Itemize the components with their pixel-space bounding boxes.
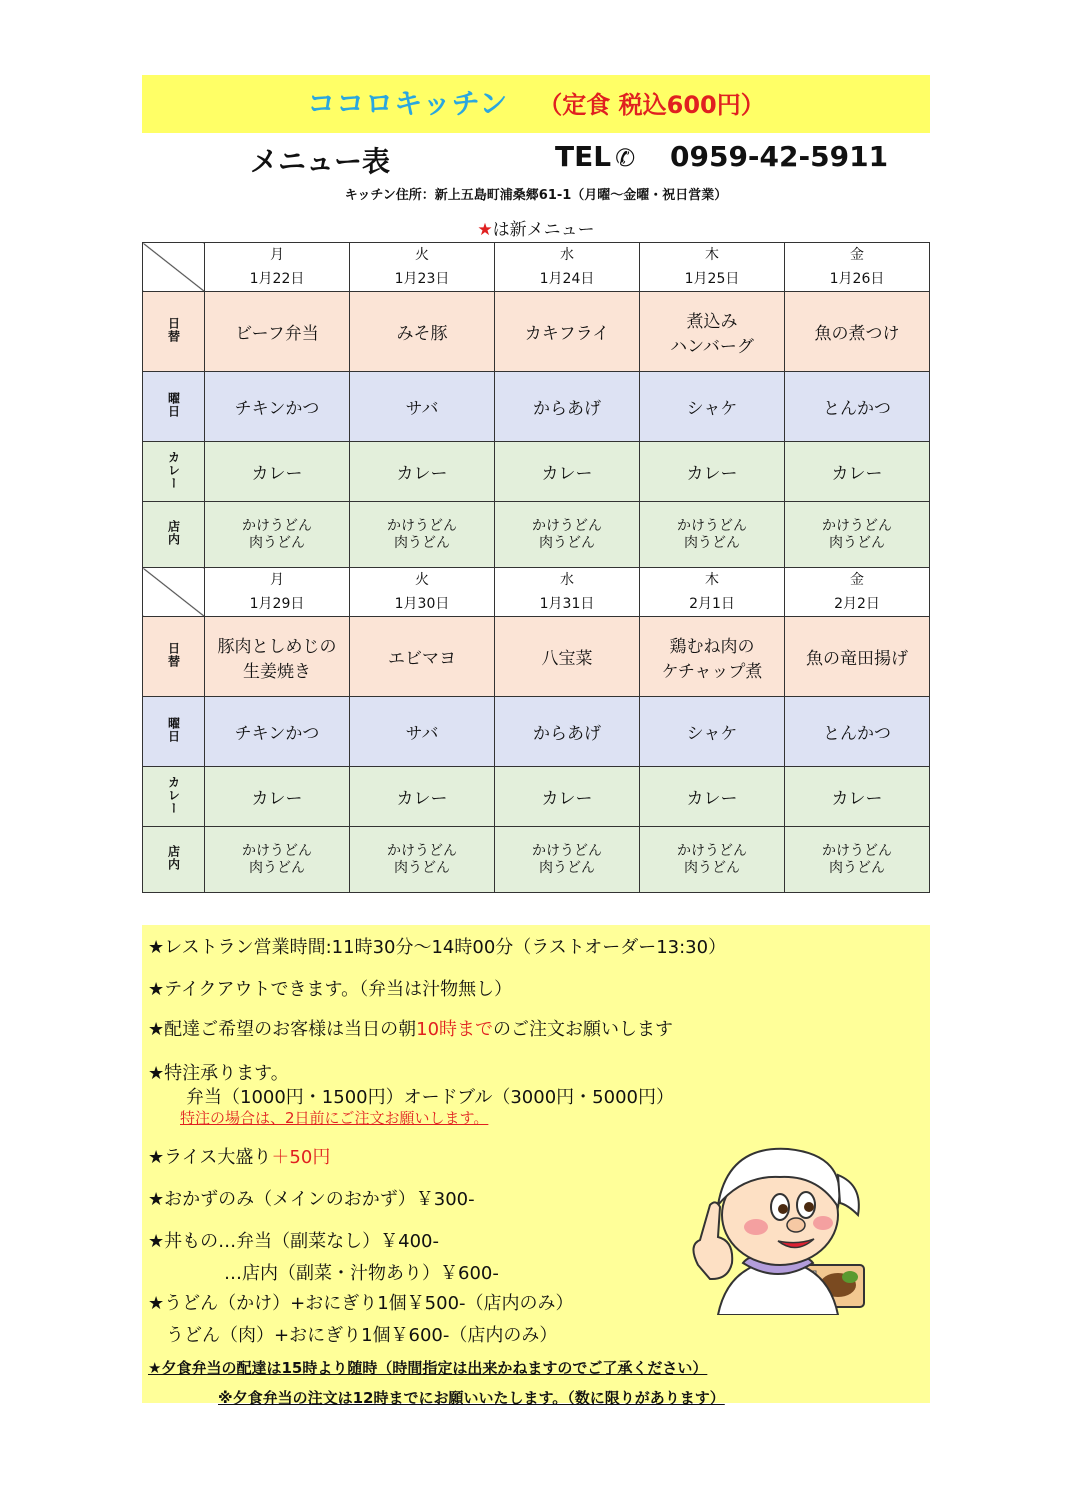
day-date: 1月24日 [539, 271, 595, 287]
menu-item-line: 肉うどん [684, 859, 740, 876]
star-icon: ★ [477, 220, 493, 240]
new-menu-legend [142, 215, 930, 240]
menu-cell-youbi: シャケ [640, 372, 785, 442]
menu-item-line: かけうどん [677, 517, 747, 534]
diagonal-corner-cell [143, 243, 205, 292]
menu-item-line: 魚の竜田揚げ [806, 649, 908, 669]
row-youbi [143, 372, 930, 442]
menu-cell-curry: カレー [495, 767, 640, 827]
day-header-cell [350, 568, 495, 617]
menu-item-line: 肉うどん [684, 534, 740, 551]
menu-item-line: 豚肉としめじの [217, 636, 337, 657]
menu-item-line: エビマヨ [388, 649, 456, 669]
note-don-bento: ★丼もの…弁当（副菜なし）￥400- [148, 1231, 439, 1252]
note-delivery-pre: ★配達ご希望のお客様は当日の朝 [148, 1019, 417, 1040]
day-of-week: 金 [850, 247, 864, 263]
day-date: 1月23日 [394, 271, 450, 287]
row-curry [143, 442, 930, 502]
menu-item-line: かけうどん [242, 842, 312, 859]
row-tennai [143, 502, 930, 568]
menu-item-line: カキフライ [524, 324, 610, 344]
menu-cell-tennai [785, 827, 930, 893]
chef-illustration [688, 1145, 868, 1315]
menu-item-line: かけうどん [532, 842, 602, 859]
row-label-text: 店内 [166, 520, 181, 546]
menu-item-line: 肉うどん [394, 859, 450, 876]
day-of-week: 水 [560, 247, 574, 263]
menu-cell-tennai [640, 827, 785, 893]
menu-item-line: 八宝菜 [541, 649, 593, 669]
day-of-week: 火 [415, 247, 429, 263]
menu-cell-curry: カレー [495, 442, 640, 502]
price-label: （定食 税込600円） [538, 91, 765, 119]
note-special-items: 弁当（1000円・1500円）オードブル（3000円・5000円） [186, 1087, 674, 1108]
day-date: 1月26日 [829, 271, 885, 287]
row-tennai [143, 827, 930, 893]
menu-cell-curry: カレー [350, 767, 495, 827]
menu-label: メニュー表 [250, 145, 391, 178]
day-date: 1月31日 [539, 596, 595, 612]
menu-cell-higawari [495, 617, 640, 697]
note-rice [148, 1143, 330, 1169]
day-of-week: 木 [705, 247, 719, 263]
menu-cell-higawari [205, 617, 350, 697]
menu-cell-higawari [640, 617, 785, 697]
row-label-youbi [143, 697, 205, 767]
menu-item-line: 生姜焼き [243, 661, 311, 682]
phone-icon: ✆ [615, 144, 636, 172]
menu-cell-tennai [495, 827, 640, 893]
day-date: 2月1日 [689, 596, 735, 612]
menu-item-line: 肉うどん [829, 859, 885, 876]
menu-cell-higawari [350, 617, 495, 697]
row-label-higawari [143, 617, 205, 697]
row-label-higawari [143, 292, 205, 372]
menu-cell-tennai [495, 502, 640, 568]
tel-label [555, 140, 635, 173]
menu-cell-tennai [205, 502, 350, 568]
subtitle-row [250, 140, 890, 180]
menu-item-line: 肉うどん [539, 859, 595, 876]
row-label-text: 店内 [166, 845, 181, 871]
row-label-text: カレー [166, 775, 181, 815]
menu-cell-youbi: からあげ [495, 697, 640, 767]
note-udon-niku: うどん（肉）+おにぎり1個￥600-（店内のみ） [166, 1325, 558, 1346]
row-label-text: 日替 [166, 317, 181, 343]
menu-cell-higawari [640, 292, 785, 372]
menu-cell-tennai [350, 502, 495, 568]
row-higawari [143, 617, 930, 697]
day-header-cell [785, 243, 930, 292]
row-curry [143, 767, 930, 827]
menu-item-line: かけうどん [242, 517, 312, 534]
menu-item-line: ビーフ弁当 [235, 324, 319, 344]
menu-cell-youbi: シャケ [640, 697, 785, 767]
day-header-cell [640, 568, 785, 617]
menu-cell-youbi: チキンかつ [205, 372, 350, 442]
week-header-row [143, 243, 930, 292]
day-date: 1月29日 [249, 596, 305, 612]
menu-cell-curry: カレー [205, 442, 350, 502]
row-label-curry [143, 442, 205, 502]
menu-cell-youbi: サバ [350, 697, 495, 767]
row-label-tennai [143, 502, 205, 568]
day-of-week: 火 [415, 572, 429, 588]
menu-cell-higawari [785, 617, 930, 697]
row-label-text: 日替 [166, 642, 181, 668]
menu-item-line: 肉うどん [249, 534, 305, 551]
menu-cell-curry: カレー [205, 767, 350, 827]
menu-cell-curry: カレー [785, 767, 930, 827]
day-header-cell [640, 243, 785, 292]
menu-cell-higawari [495, 292, 640, 372]
note-special-title: ★特注承ります。 [148, 1063, 289, 1084]
day-of-week: 月 [270, 572, 284, 588]
day-header-cell [495, 568, 640, 617]
legend-text: は新メニュー [492, 220, 595, 240]
row-label-youbi [143, 372, 205, 442]
menu-item-line: かけうどん [677, 842, 747, 859]
note-delivery-deadline: 10時まで [416, 1019, 494, 1040]
menu-cell-tennai [350, 827, 495, 893]
menu-cell-youbi: とんかつ [785, 697, 930, 767]
day-header-cell [205, 568, 350, 617]
menu-cell-youbi: からあげ [495, 372, 640, 442]
menu-cell-youbi: とんかつ [785, 372, 930, 442]
row-label-text: 曜日 [166, 392, 181, 418]
menu-item-line: 煮込み [686, 311, 738, 332]
tel-number: 0959-42-5911 [670, 140, 889, 173]
day-header-cell [785, 568, 930, 617]
menu-item-line: かけうどん [387, 842, 457, 859]
day-date: 1月22日 [249, 271, 305, 287]
day-date: 1月25日 [684, 271, 740, 287]
menu-item-line: 肉うどん [249, 859, 305, 876]
week-header-row [143, 568, 930, 617]
note-rice-pre: ★ライス大盛り [148, 1147, 272, 1168]
menu-table [142, 242, 930, 893]
day-of-week: 木 [705, 572, 719, 588]
day-of-week: 金 [850, 572, 864, 588]
note-takeout: ★テイクアウトできます。（弁当は汁物無し） [148, 979, 513, 1000]
menu-item-line: みそ豚 [396, 324, 448, 344]
menu-item-line: 肉うどん [829, 534, 885, 551]
tel-text: TEL [555, 140, 612, 173]
menu-cell-tennai [785, 502, 930, 568]
day-header-cell [350, 243, 495, 292]
day-date: 2月2日 [834, 596, 880, 612]
note-don-tennai: …店内（副菜・汁物あり）￥600- [224, 1263, 499, 1284]
note-udon-kake: ★うどん（かけ）+おにぎり1個￥500-（店内のみ） [148, 1293, 574, 1314]
brand-name: ココロキッチン [307, 87, 509, 120]
note-dinner-delivery: ★夕食弁当の配達は15時より随時（時間指定は出来かねますのでご了承ください） [148, 1359, 708, 1377]
day-header-cell [495, 243, 640, 292]
menu-item-line: かけうどん [532, 517, 602, 534]
note-delivery-post: のご注文お願いします [493, 1019, 674, 1040]
note-delivery [148, 1015, 673, 1041]
row-youbi [143, 697, 930, 767]
row-label-curry [143, 767, 205, 827]
menu-item-line: 肉うどん [394, 534, 450, 551]
note-hours: ★レストラン営業時間:11時30分～14時00分（ラストオーダー13:30） [148, 937, 727, 958]
menu-cell-curry: カレー [640, 442, 785, 502]
menu-cell-curry: カレー [785, 442, 930, 502]
day-date: 1月30日 [394, 596, 450, 612]
menu-cell-curry: カレー [640, 767, 785, 827]
row-label-text: カレー [166, 450, 181, 490]
menu-item-line: 魚の煮つけ [814, 324, 900, 344]
menu-item-line: ハンバーグ [670, 336, 754, 357]
menu-cell-youbi: チキンかつ [205, 697, 350, 767]
menu-item-line: 鶏むね肉の [669, 636, 755, 657]
diagonal-corner-cell [143, 568, 205, 617]
menu-item-line: かけうどん [822, 517, 892, 534]
note-dinner-order: ※夕食弁当の注文は12時までにお願いいたします。（数に限りがあります） [218, 1389, 725, 1407]
day-header-cell [205, 243, 350, 292]
day-of-week: 月 [270, 247, 284, 263]
row-higawari [143, 292, 930, 372]
menu-cell-tennai [205, 827, 350, 893]
note-rice-price: ＋50円 [271, 1147, 331, 1168]
menu-cell-youbi: サバ [350, 372, 495, 442]
menu-cell-higawari [205, 292, 350, 372]
row-label-text: 曜日 [166, 717, 181, 743]
day-of-week: 水 [560, 572, 574, 588]
menu-cell-curry: カレー [350, 442, 495, 502]
note-special-note: 特注の場合は、2日前にご注文お願いします。 [180, 1109, 489, 1127]
row-label-tennai [143, 827, 205, 893]
menu-item-line: 肉うどん [539, 534, 595, 551]
title-bar [142, 75, 930, 133]
menu-item-line: ケチャップ煮 [661, 661, 763, 682]
menu-cell-higawari [785, 292, 930, 372]
menu-cell-higawari [350, 292, 495, 372]
kitchen-address: キッチン住所：新上五島町浦桑郷61-1（月曜～金曜・祝日営業） [344, 188, 728, 203]
note-okazu: ★おかずのみ（メインのおかず）￥300- [148, 1189, 475, 1210]
menu-item-line: かけうどん [387, 517, 457, 534]
menu-item-line: かけうどん [822, 842, 892, 859]
menu-cell-tennai [640, 502, 785, 568]
